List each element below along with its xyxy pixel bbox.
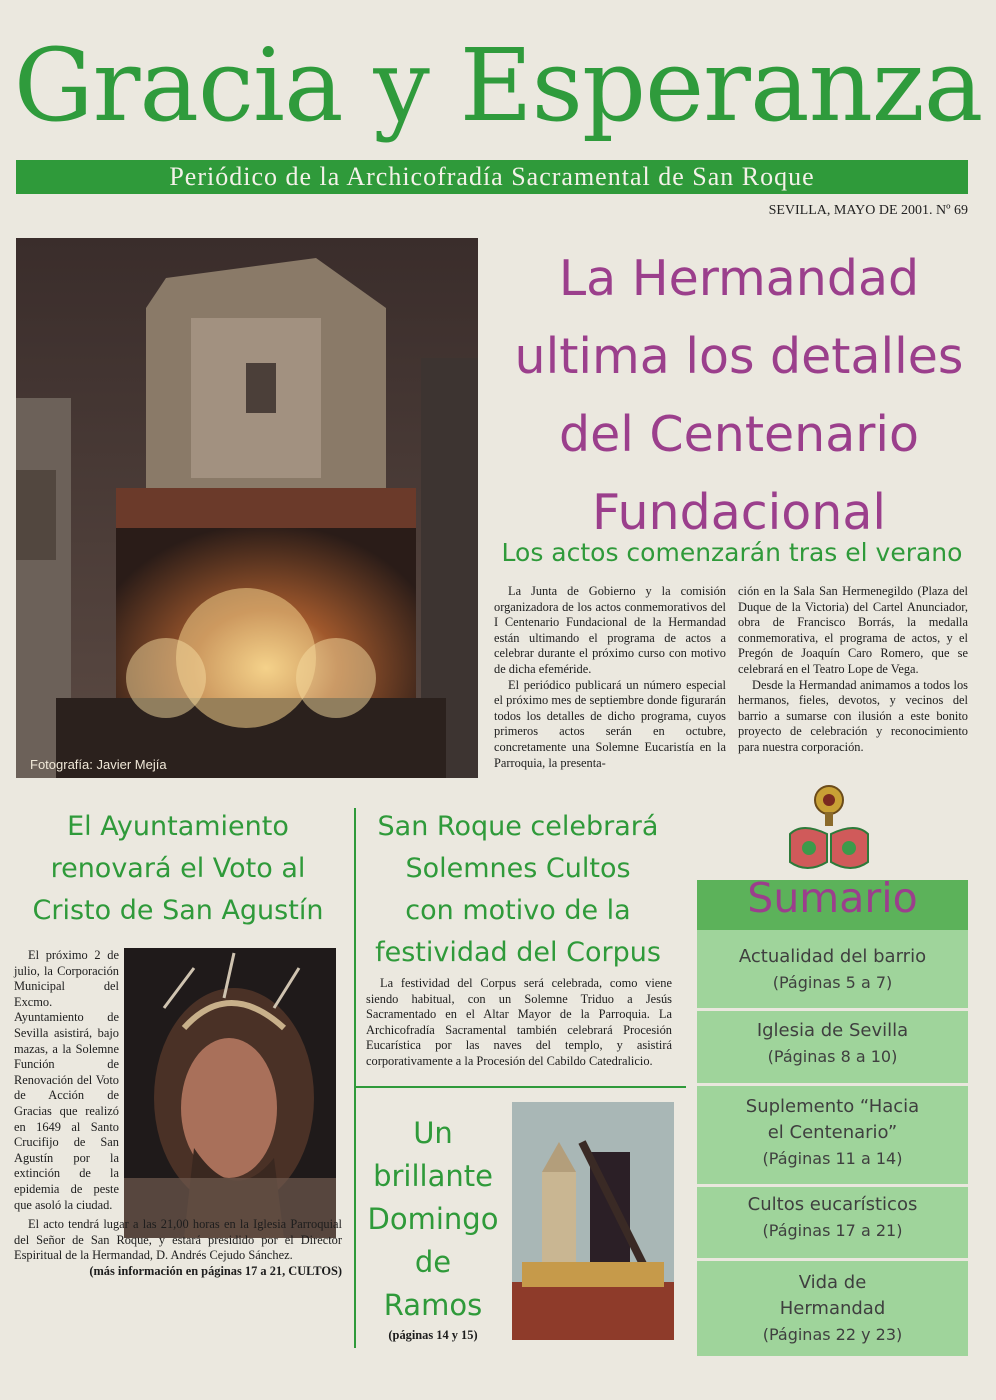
domingo-photo xyxy=(512,1102,674,1340)
masthead-title: Gracia y Esperanza xyxy=(13,27,983,144)
ayuntamiento-headline xyxy=(14,806,342,932)
domingo-pages: (páginas 14 y 15) xyxy=(388,1328,478,1342)
headline-line: Solemnes Cultos xyxy=(405,853,631,884)
corpus-body xyxy=(366,976,672,1070)
sumario-item[interactable] xyxy=(697,1192,968,1244)
paragraph: El próximo 2 de julio, la Corporación Municipal del Excmo. Ayuntamiento de Sevilla asistirá, bajo mazas, a la Solemne Función de Renovación del Voto de Acción de Gracias que realizó en 1649 al Santo Crucifijo de San Agustín por la extinción de la epidemia de peste que asoló la ciudad. xyxy=(14,948,119,1212)
paragraph: El periódico publicará un número especial el próximo mes de septiembre donde figurarán todos los detalles de dicho programa, cuyos primeros actos serán en octubre, concretamente una Solemne Eucaristía en la Parroquia, la presenta- xyxy=(494,677,726,770)
sumario-item-title: Cultos eucarísticos xyxy=(747,1194,918,1215)
lead-headline xyxy=(492,240,986,552)
lead-column-1 xyxy=(494,584,726,771)
masthead-subtitle: Periódico de la Archicofradía Sacramental de San Roque xyxy=(16,160,968,194)
domingo-headline xyxy=(360,1112,506,1327)
sumario-divider xyxy=(697,1008,968,1011)
sumario-title: Sumario xyxy=(747,874,918,922)
sumario-item[interactable] xyxy=(697,944,968,996)
lead-photo xyxy=(16,238,478,778)
sumario-item-title: Actualidad del barrio xyxy=(738,946,927,967)
headline-line: ultima los detalles xyxy=(514,328,964,385)
sumario-divider xyxy=(697,1083,968,1086)
headline-line: Ramos xyxy=(383,1288,483,1322)
headline-line: Domingo xyxy=(367,1202,499,1236)
sumario-item-pages: (Páginas 11 a 14) xyxy=(762,1149,903,1168)
sumario-item-title: Vida de xyxy=(798,1272,867,1293)
headline-line: Un xyxy=(413,1116,453,1150)
sumario-item[interactable] xyxy=(697,1270,968,1348)
ayuntamiento-body xyxy=(14,948,342,1279)
more-info: (más información en páginas 17 a 21, CULTOS) xyxy=(89,1263,342,1278)
issue-info: SEVILLA, MAYO DE 2001. Nº 69 xyxy=(768,203,968,218)
headline-line: La Hermandad xyxy=(558,250,920,307)
archicofradia-emblem xyxy=(782,782,876,874)
headline-line: brillante xyxy=(373,1159,493,1193)
sumario-item-title: el Centenario” xyxy=(767,1122,898,1143)
headline-line: de xyxy=(414,1245,452,1279)
headline-line: Fundacional xyxy=(592,484,886,541)
sumario-item-title: Iglesia de Sevilla xyxy=(756,1020,909,1041)
sumario-item-pages: (Páginas 8 a 10) xyxy=(767,1047,898,1066)
lead-column-2 xyxy=(738,584,968,756)
lead-deck: Los actos comenzarán tras el verano xyxy=(501,538,963,567)
coat-of-arms-icon xyxy=(782,782,876,874)
paragraph: El acto tendrá lugar a las 21,00 horas en la Iglesia Parroquial del Señor de San Roque, y estará presidido por el Director Espiritual de la Hermandad, D. Andrés Cejudo Sánchez. xyxy=(14,1217,342,1263)
sumario-divider xyxy=(697,1258,968,1261)
sumario-divider xyxy=(697,1184,968,1187)
column-rule xyxy=(354,808,356,1348)
sumario-item[interactable] xyxy=(697,1094,968,1172)
headline-line: El Ayuntamiento xyxy=(67,811,289,842)
sumario-item-pages: (Páginas 5 a 7) xyxy=(772,973,893,992)
sumario-item-title: Suplemento “Hacia xyxy=(745,1096,920,1117)
paragraph: La festividad del Corpus será celebrada, como viene siendo habitual, con un Solemne Triduo a Jesús Sacramentado en el Altar Mayor de la Parroquia. La Archicofradía Sacramental también celebrará Procesión Eucarística por las naves del templo, y asistirá corporativamente a la Procesión del Cabildo Catedralicio. xyxy=(366,976,672,1068)
headline-line: San Roque celebrará xyxy=(377,811,659,842)
paragraph: Desde la Hermandad animamos a todos los hermanos, fieles, devotos, y vecinos del barrio a sumarse con ilusión a este bonito proyecto de celebración y reconocimiento para nuestra corporación. xyxy=(738,677,968,754)
paragraph: ción en la Sala San Hermenegildo (Plaza del Duque de la Victoria) del Cartel Anunciador, obra de Francisco Borrás, la medalla conmemorativa, el programa de actos, y el Pregón de Joaquín Caro Romero, que se celebrará en el Teatro Lope de Vega. xyxy=(738,584,968,676)
paragraph: La Junta de Gobierno y la comisión organizadora de los actos conmemorativos del I Centenario Fundacional de la Hermandad están ultimando el programa de actos a celebrar durante el próximo curso con motivo de dicha efeméride. xyxy=(494,584,726,676)
procession-illustration xyxy=(512,1102,674,1340)
headline-line: con motivo de la xyxy=(405,895,631,926)
headline-line: renovará el Voto al xyxy=(50,853,306,884)
paso-altar-illustration xyxy=(16,238,478,778)
photo-credit: Fotografía: Javier Mejía xyxy=(30,757,167,772)
sumario-item-pages: (Páginas 22 y 23) xyxy=(762,1325,903,1344)
sumario-item-title: Hermandad xyxy=(779,1298,886,1319)
sumario-item-pages: (Páginas 17 a 21) xyxy=(762,1221,903,1240)
headline-line: Cristo de San Agustín xyxy=(32,895,324,926)
headline-line: del Centenario xyxy=(558,406,920,463)
sumario-item[interactable] xyxy=(697,1018,968,1070)
headline-line: festividad del Corpus xyxy=(375,937,661,968)
corpus-headline xyxy=(362,806,674,974)
section-rule xyxy=(356,1086,686,1088)
